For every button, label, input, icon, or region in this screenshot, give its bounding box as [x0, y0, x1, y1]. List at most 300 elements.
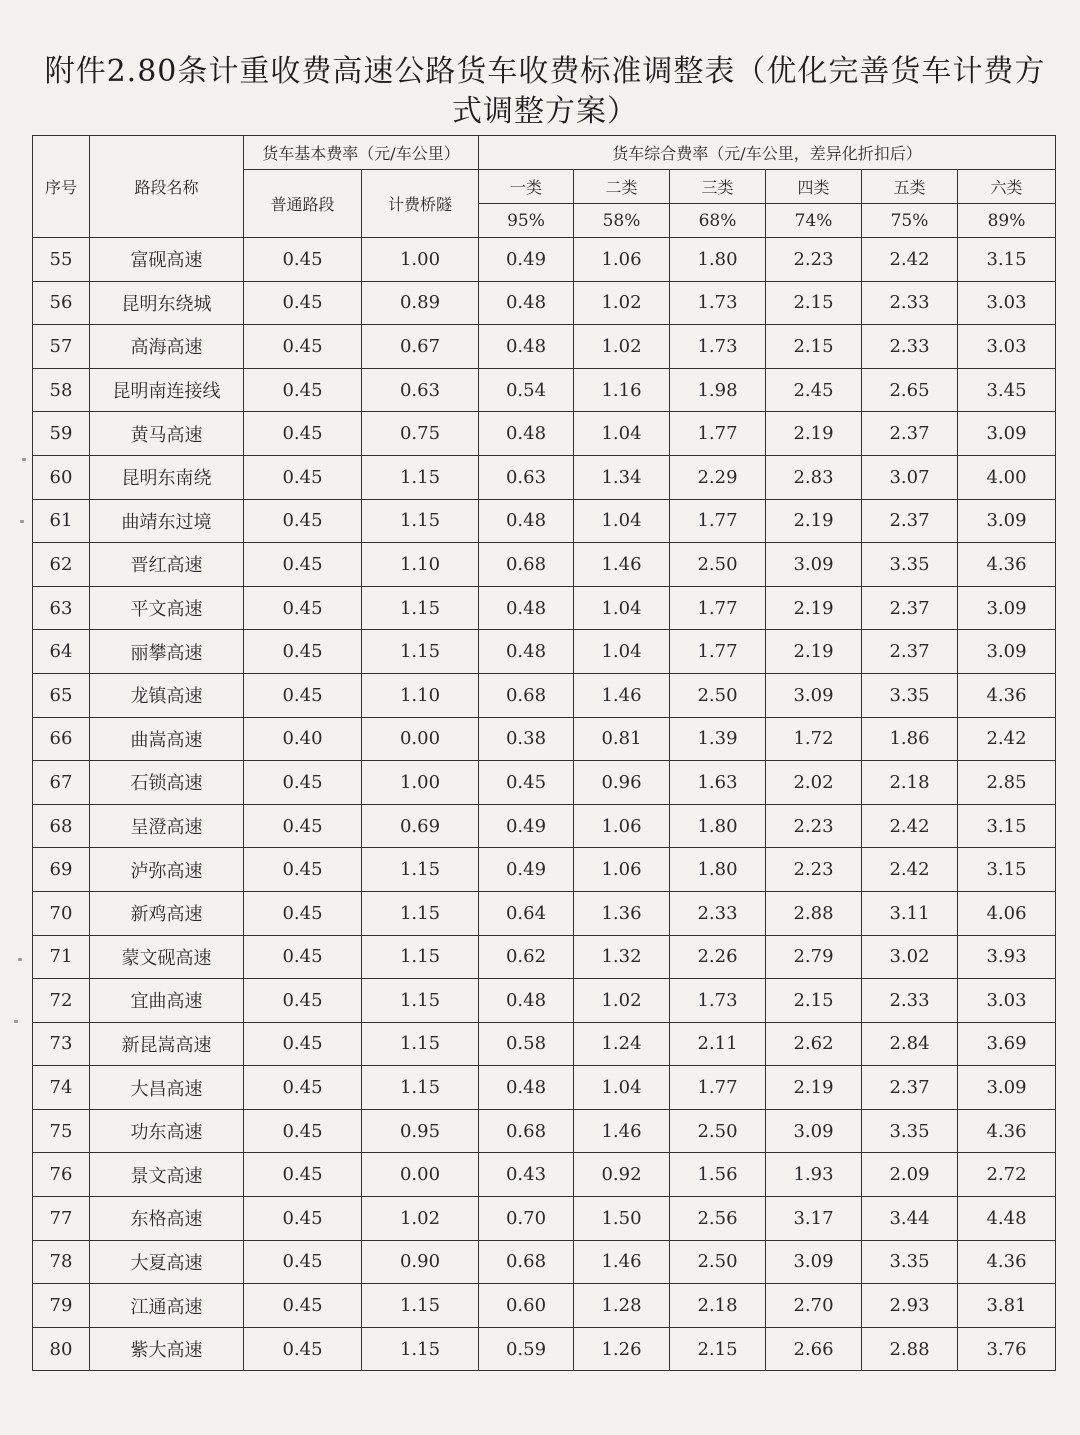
- basic-bridge-cell: 1.15: [362, 935, 479, 979]
- class-4-cell: 2.19: [766, 1066, 862, 1110]
- seq-cell: 79: [33, 1284, 90, 1328]
- basic-normal-cell: 0.45: [244, 1284, 362, 1328]
- class-6-cell: 2.72: [958, 1153, 1056, 1197]
- basic-normal-cell: 0.45: [244, 586, 362, 630]
- class-6-cell: 4.48: [958, 1197, 1056, 1241]
- class-2-cell: 1.06: [574, 804, 670, 848]
- class-3-cell: 1.80: [670, 804, 766, 848]
- table-row: [33, 499, 1056, 543]
- class-4-cell: 3.09: [766, 673, 862, 717]
- class-5-cell: 2.93: [862, 1284, 958, 1328]
- road-name-cell: 东格高速: [90, 1197, 244, 1241]
- class-1-cell: 0.68: [479, 673, 574, 717]
- seq-cell: 63: [33, 586, 90, 630]
- class-1-cell: 0.48: [479, 412, 574, 456]
- table-row: [33, 848, 1056, 892]
- class-3-cell: 1.63: [670, 761, 766, 805]
- basic-bridge-cell: 0.89: [362, 281, 479, 325]
- class-5-cell: 2.42: [862, 804, 958, 848]
- class-5-cell: 2.42: [862, 238, 958, 282]
- class-3-cell: 1.77: [670, 499, 766, 543]
- basic-bridge-cell: 1.15: [362, 586, 479, 630]
- table-row: [33, 1153, 1056, 1197]
- class-4-cell: 2.15: [766, 979, 862, 1023]
- road-name-cell: 平文高速: [90, 586, 244, 630]
- class-5-cell: 3.35: [862, 1109, 958, 1153]
- class-1-cell: 0.68: [479, 543, 574, 587]
- class-2-cell: 1.46: [574, 1109, 670, 1153]
- basic-normal-cell: 0.45: [244, 1153, 362, 1197]
- header-basic-rate: 货车基本费率（元/车公里）: [244, 136, 479, 170]
- class-5-cell: 2.37: [862, 1066, 958, 1110]
- class-1-cell: 0.59: [479, 1327, 574, 1371]
- header-comprehensive-rate: 货车综合费率（元/车公里，差异化折扣后）: [479, 136, 1056, 170]
- road-name-cell: 昆明南连接线: [90, 368, 244, 412]
- class-3-cell: 1.77: [670, 630, 766, 674]
- basic-normal-cell: 0.45: [244, 891, 362, 935]
- class-2-cell: 0.92: [574, 1153, 670, 1197]
- basic-normal-cell: 0.45: [244, 761, 362, 805]
- class-1-cell: 0.62: [479, 935, 574, 979]
- basic-bridge-cell: 1.15: [362, 1066, 479, 1110]
- class-2-cell: 0.81: [574, 717, 670, 761]
- basic-bridge-cell: 1.15: [362, 1284, 479, 1328]
- class-5-cell: 1.86: [862, 717, 958, 761]
- class-3-cell: 2.50: [670, 543, 766, 587]
- page-title: 附件2.80条计重收费高速公路货车收费标准调整表（优化完善货车计费方式调整方案）: [44, 54, 1046, 129]
- road-name-cell: 昆明东绕城: [90, 281, 244, 325]
- scan-speck: [20, 520, 24, 523]
- basic-bridge-cell: 1.15: [362, 630, 479, 674]
- table-row: [33, 1284, 1056, 1328]
- class-5-cell: 2.33: [862, 979, 958, 1023]
- class-1-cell: 0.58: [479, 1022, 574, 1066]
- road-name-cell: 江通高速: [90, 1284, 244, 1328]
- road-name-cell: 龙镇高速: [90, 673, 244, 717]
- seq-cell: 76: [33, 1153, 90, 1197]
- discount-class-6: 89%: [958, 204, 1056, 238]
- basic-bridge-cell: 0.00: [362, 717, 479, 761]
- class-6-cell: 3.03: [958, 979, 1056, 1023]
- class-2-cell: 1.06: [574, 848, 670, 892]
- class-2-cell: 1.32: [574, 935, 670, 979]
- seq-cell: 68: [33, 804, 90, 848]
- seq-cell: 80: [33, 1327, 90, 1371]
- class-6-cell: 2.42: [958, 717, 1056, 761]
- basic-bridge-cell: 1.15: [362, 891, 479, 935]
- seq-cell: 71: [33, 935, 90, 979]
- basic-bridge-cell: 1.15: [362, 1327, 479, 1371]
- class-6-cell: 4.36: [958, 673, 1056, 717]
- road-name-cell: 黄马高速: [90, 412, 244, 456]
- class-5-cell: 2.37: [862, 630, 958, 674]
- basic-bridge-cell: 0.90: [362, 1240, 479, 1284]
- class-4-cell: 2.15: [766, 325, 862, 369]
- class-1-cell: 0.54: [479, 368, 574, 412]
- basic-normal-cell: 0.45: [244, 630, 362, 674]
- seq-cell: 62: [33, 543, 90, 587]
- discount-class-4: 74%: [766, 204, 862, 238]
- seq-cell: 61: [33, 499, 90, 543]
- class-4-cell: 2.19: [766, 499, 862, 543]
- class-2-cell: 1.04: [574, 630, 670, 674]
- class-6-cell: 3.15: [958, 804, 1056, 848]
- class-6-cell: 4.06: [958, 891, 1056, 935]
- class-1-cell: 0.48: [479, 281, 574, 325]
- class-5-cell: 2.33: [862, 325, 958, 369]
- class-3-cell: 2.29: [670, 455, 766, 499]
- class-3-cell: 2.50: [670, 1109, 766, 1153]
- class-6-cell: 4.36: [958, 543, 1056, 587]
- road-name-cell: 景文高速: [90, 1153, 244, 1197]
- basic-normal-cell: 0.45: [244, 281, 362, 325]
- basic-normal-cell: 0.45: [244, 412, 362, 456]
- class-4-cell: 2.15: [766, 281, 862, 325]
- class-5-cell: 3.11: [862, 891, 958, 935]
- basic-normal-cell: 0.45: [244, 804, 362, 848]
- table-row: [33, 979, 1056, 1023]
- class-4-cell: 2.62: [766, 1022, 862, 1066]
- basic-bridge-cell: 1.10: [362, 673, 479, 717]
- road-name-cell: 紫大高速: [90, 1327, 244, 1371]
- seq-cell: 64: [33, 630, 90, 674]
- basic-bridge-cell: 1.02: [362, 1197, 479, 1241]
- class-1-cell: 0.45: [479, 761, 574, 805]
- class-2-cell: 1.04: [574, 499, 670, 543]
- road-name-cell: 新鸡高速: [90, 891, 244, 935]
- basic-bridge-cell: 1.15: [362, 499, 479, 543]
- class-5-cell: 2.18: [862, 761, 958, 805]
- class-5-cell: 3.35: [862, 673, 958, 717]
- seq-cell: 70: [33, 891, 90, 935]
- table-row: [33, 412, 1056, 456]
- class-6-cell: 3.09: [958, 1066, 1056, 1110]
- class-2-cell: 1.26: [574, 1327, 670, 1371]
- table-row: [33, 1022, 1056, 1066]
- class-5-cell: 2.65: [862, 368, 958, 412]
- class-1-cell: 0.49: [479, 238, 574, 282]
- basic-bridge-cell: 0.95: [362, 1109, 479, 1153]
- road-name-cell: 泸弥高速: [90, 848, 244, 892]
- basic-bridge-cell: 1.00: [362, 761, 479, 805]
- class-2-cell: 1.02: [574, 325, 670, 369]
- class-3-cell: 2.15: [670, 1327, 766, 1371]
- class-5-cell: 2.37: [862, 499, 958, 543]
- road-name-cell: 曲靖东过境: [90, 499, 244, 543]
- basic-normal-cell: 0.45: [244, 1109, 362, 1153]
- table-row: [33, 804, 1056, 848]
- class-6-cell: 2.85: [958, 761, 1056, 805]
- class-4-cell: 2.19: [766, 586, 862, 630]
- basic-normal-cell: 0.45: [244, 935, 362, 979]
- class-3-cell: 1.73: [670, 281, 766, 325]
- basic-normal-cell: 0.45: [244, 455, 362, 499]
- road-name-cell: 石锁高速: [90, 761, 244, 805]
- class-6-cell: 3.03: [958, 281, 1056, 325]
- table-body: [33, 238, 1056, 1371]
- class-2-cell: 1.04: [574, 1066, 670, 1110]
- table-row: [33, 368, 1056, 412]
- class-5-cell: 3.35: [862, 1240, 958, 1284]
- class-4-cell: 3.09: [766, 1240, 862, 1284]
- seq-cell: 65: [33, 673, 90, 717]
- basic-normal-cell: 0.40: [244, 717, 362, 761]
- class-1-cell: 0.64: [479, 891, 574, 935]
- class-4-cell: 1.93: [766, 1153, 862, 1197]
- header-class-5: 五类: [862, 170, 958, 204]
- class-6-cell: 3.69: [958, 1022, 1056, 1066]
- class-6-cell: 3.09: [958, 412, 1056, 456]
- table-row: [33, 586, 1056, 630]
- class-3-cell: 2.18: [670, 1284, 766, 1328]
- seq-cell: 67: [33, 761, 90, 805]
- class-5-cell: 2.37: [862, 412, 958, 456]
- class-2-cell: 1.04: [574, 586, 670, 630]
- table-row: [33, 455, 1056, 499]
- class-6-cell: 3.09: [958, 499, 1056, 543]
- class-1-cell: 0.48: [479, 979, 574, 1023]
- road-name-cell: 富砚高速: [90, 238, 244, 282]
- class-4-cell: 2.83: [766, 455, 862, 499]
- table-row: [33, 630, 1056, 674]
- class-4-cell: 3.09: [766, 1109, 862, 1153]
- scan-speck: [22, 458, 26, 461]
- class-3-cell: 1.80: [670, 848, 766, 892]
- header-class-3: 三类: [670, 170, 766, 204]
- basic-normal-cell: 0.45: [244, 673, 362, 717]
- class-4-cell: 2.23: [766, 804, 862, 848]
- seq-cell: 57: [33, 325, 90, 369]
- class-6-cell: 3.03: [958, 325, 1056, 369]
- class-5-cell: 2.09: [862, 1153, 958, 1197]
- class-6-cell: 4.36: [958, 1240, 1056, 1284]
- class-2-cell: 1.46: [574, 673, 670, 717]
- class-2-cell: 1.36: [574, 891, 670, 935]
- road-name-cell: 大夏高速: [90, 1240, 244, 1284]
- header-class-2: 二类: [574, 170, 670, 204]
- class-5-cell: 3.35: [862, 543, 958, 587]
- class-3-cell: 1.73: [670, 325, 766, 369]
- class-2-cell: 1.28: [574, 1284, 670, 1328]
- class-2-cell: 1.24: [574, 1022, 670, 1066]
- road-name-cell: 晋红高速: [90, 543, 244, 587]
- seq-cell: 78: [33, 1240, 90, 1284]
- basic-bridge-cell: 1.15: [362, 455, 479, 499]
- seq-cell: 58: [33, 368, 90, 412]
- table-row: [33, 238, 1056, 282]
- class-2-cell: 1.06: [574, 238, 670, 282]
- header-class-4: 四类: [766, 170, 862, 204]
- road-name-cell: 曲嵩高速: [90, 717, 244, 761]
- class-6-cell: 4.36: [958, 1109, 1056, 1153]
- class-1-cell: 0.68: [479, 1240, 574, 1284]
- class-3-cell: 2.50: [670, 673, 766, 717]
- class-4-cell: 2.19: [766, 630, 862, 674]
- class-6-cell: 3.45: [958, 368, 1056, 412]
- class-1-cell: 0.49: [479, 804, 574, 848]
- class-4-cell: 3.09: [766, 543, 862, 587]
- basic-bridge-cell: 0.63: [362, 368, 479, 412]
- class-1-cell: 0.48: [479, 499, 574, 543]
- basic-bridge-cell: 1.00: [362, 238, 479, 282]
- class-1-cell: 0.48: [479, 630, 574, 674]
- class-5-cell: 2.42: [862, 848, 958, 892]
- class-3-cell: 2.26: [670, 935, 766, 979]
- class-4-cell: 2.23: [766, 848, 862, 892]
- header-normal-section: 普通路段: [244, 170, 362, 238]
- class-6-cell: 3.81: [958, 1284, 1056, 1328]
- basic-normal-cell: 0.45: [244, 543, 362, 587]
- class-2-cell: 1.46: [574, 543, 670, 587]
- table-row: [33, 761, 1056, 805]
- road-name-cell: 高海高速: [90, 325, 244, 369]
- class-4-cell: 2.19: [766, 412, 862, 456]
- basic-normal-cell: 0.45: [244, 325, 362, 369]
- class-1-cell: 0.49: [479, 848, 574, 892]
- table-row: [33, 935, 1056, 979]
- class-1-cell: 0.48: [479, 325, 574, 369]
- class-1-cell: 0.70: [479, 1197, 574, 1241]
- class-4-cell: 2.66: [766, 1327, 862, 1371]
- basic-normal-cell: 0.45: [244, 1066, 362, 1110]
- scan-speck: [18, 958, 22, 961]
- class-5-cell: 3.07: [862, 455, 958, 499]
- road-name-cell: 丽攀高速: [90, 630, 244, 674]
- class-4-cell: 3.17: [766, 1197, 862, 1241]
- class-1-cell: 0.38: [479, 717, 574, 761]
- table-row: [33, 717, 1056, 761]
- class-5-cell: 2.37: [862, 586, 958, 630]
- class-3-cell: 2.56: [670, 1197, 766, 1241]
- class-2-cell: 1.02: [574, 281, 670, 325]
- header-road-name: 路段名称: [90, 136, 244, 238]
- seq-cell: 73: [33, 1022, 90, 1066]
- table-row: [33, 1197, 1056, 1241]
- seq-cell: 56: [33, 281, 90, 325]
- class-1-cell: 0.68: [479, 1109, 574, 1153]
- class-2-cell: 1.50: [574, 1197, 670, 1241]
- class-5-cell: 3.44: [862, 1197, 958, 1241]
- table-row: [33, 1327, 1056, 1371]
- class-6-cell: 3.09: [958, 586, 1056, 630]
- class-6-cell: 3.76: [958, 1327, 1056, 1371]
- table-row: [33, 891, 1056, 935]
- toll-rate-table: [32, 135, 1056, 1371]
- basic-bridge-cell: 0.00: [362, 1153, 479, 1197]
- class-4-cell: 2.70: [766, 1284, 862, 1328]
- class-1-cell: 0.48: [479, 586, 574, 630]
- road-name-cell: 功东高速: [90, 1109, 244, 1153]
- class-1-cell: 0.63: [479, 455, 574, 499]
- class-4-cell: 2.79: [766, 935, 862, 979]
- class-2-cell: 1.46: [574, 1240, 670, 1284]
- road-name-cell: 昆明东南绕: [90, 455, 244, 499]
- basic-bridge-cell: 1.15: [362, 979, 479, 1023]
- seq-cell: 59: [33, 412, 90, 456]
- header-class-6: 六类: [958, 170, 1056, 204]
- class-3-cell: 1.77: [670, 1066, 766, 1110]
- basic-normal-cell: 0.45: [244, 1022, 362, 1066]
- seq-cell: 74: [33, 1066, 90, 1110]
- class-1-cell: 0.43: [479, 1153, 574, 1197]
- class-3-cell: 2.33: [670, 891, 766, 935]
- class-2-cell: 0.96: [574, 761, 670, 805]
- header-seq: 序号: [33, 136, 90, 238]
- table-row: [33, 543, 1056, 587]
- class-3-cell: 1.80: [670, 238, 766, 282]
- class-3-cell: 1.56: [670, 1153, 766, 1197]
- table-row: [33, 1240, 1056, 1284]
- seq-cell: 60: [33, 455, 90, 499]
- header-class-1: 一类: [479, 170, 574, 204]
- table-row: [33, 325, 1056, 369]
- class-1-cell: 0.48: [479, 1066, 574, 1110]
- class-3-cell: 1.77: [670, 412, 766, 456]
- class-6-cell: 3.15: [958, 848, 1056, 892]
- road-name-cell: 新昆嵩高速: [90, 1022, 244, 1066]
- discount-class-5: 75%: [862, 204, 958, 238]
- basic-normal-cell: 0.45: [244, 848, 362, 892]
- scan-speck: [14, 1020, 18, 1023]
- class-4-cell: 2.45: [766, 368, 862, 412]
- seq-cell: 77: [33, 1197, 90, 1241]
- class-5-cell: 2.84: [862, 1022, 958, 1066]
- class-5-cell: 3.02: [862, 935, 958, 979]
- seq-cell: 72: [33, 979, 90, 1023]
- basic-bridge-cell: 1.15: [362, 1022, 479, 1066]
- table-row: [33, 281, 1056, 325]
- class-3-cell: 2.50: [670, 1240, 766, 1284]
- class-4-cell: 2.23: [766, 238, 862, 282]
- class-4-cell: 1.72: [766, 717, 862, 761]
- seq-cell: 75: [33, 1109, 90, 1153]
- header-bridge-tunnel: 计费桥隧: [362, 170, 479, 238]
- class-2-cell: 1.04: [574, 412, 670, 456]
- basic-normal-cell: 0.45: [244, 979, 362, 1023]
- road-name-cell: 蒙文砚高速: [90, 935, 244, 979]
- basic-normal-cell: 0.45: [244, 1240, 362, 1284]
- table-row: [33, 1066, 1056, 1110]
- road-name-cell: 大昌高速: [90, 1066, 244, 1110]
- basic-bridge-cell: 1.10: [362, 543, 479, 587]
- basic-normal-cell: 0.45: [244, 368, 362, 412]
- discount-class-3: 68%: [670, 204, 766, 238]
- basic-normal-cell: 0.45: [244, 499, 362, 543]
- class-2-cell: 1.16: [574, 368, 670, 412]
- basic-normal-cell: 0.45: [244, 1327, 362, 1371]
- seq-cell: 66: [33, 717, 90, 761]
- discount-class-2: 58%: [574, 204, 670, 238]
- seq-cell: 69: [33, 848, 90, 892]
- class-5-cell: 2.88: [862, 1327, 958, 1371]
- class-3-cell: 1.77: [670, 586, 766, 630]
- basic-normal-cell: 0.45: [244, 238, 362, 282]
- table-row: [33, 673, 1056, 717]
- class-3-cell: 1.73: [670, 979, 766, 1023]
- class-3-cell: 2.11: [670, 1022, 766, 1066]
- class-6-cell: 3.15: [958, 238, 1056, 282]
- class-6-cell: 3.09: [958, 630, 1056, 674]
- class-4-cell: 2.88: [766, 891, 862, 935]
- basic-normal-cell: 0.45: [244, 1197, 362, 1241]
- basic-bridge-cell: 0.75: [362, 412, 479, 456]
- class-6-cell: 4.00: [958, 455, 1056, 499]
- class-2-cell: 1.34: [574, 455, 670, 499]
- class-4-cell: 2.02: [766, 761, 862, 805]
- class-6-cell: 3.93: [958, 935, 1056, 979]
- seq-cell: 55: [33, 238, 90, 282]
- discount-class-1: 95%: [479, 204, 574, 238]
